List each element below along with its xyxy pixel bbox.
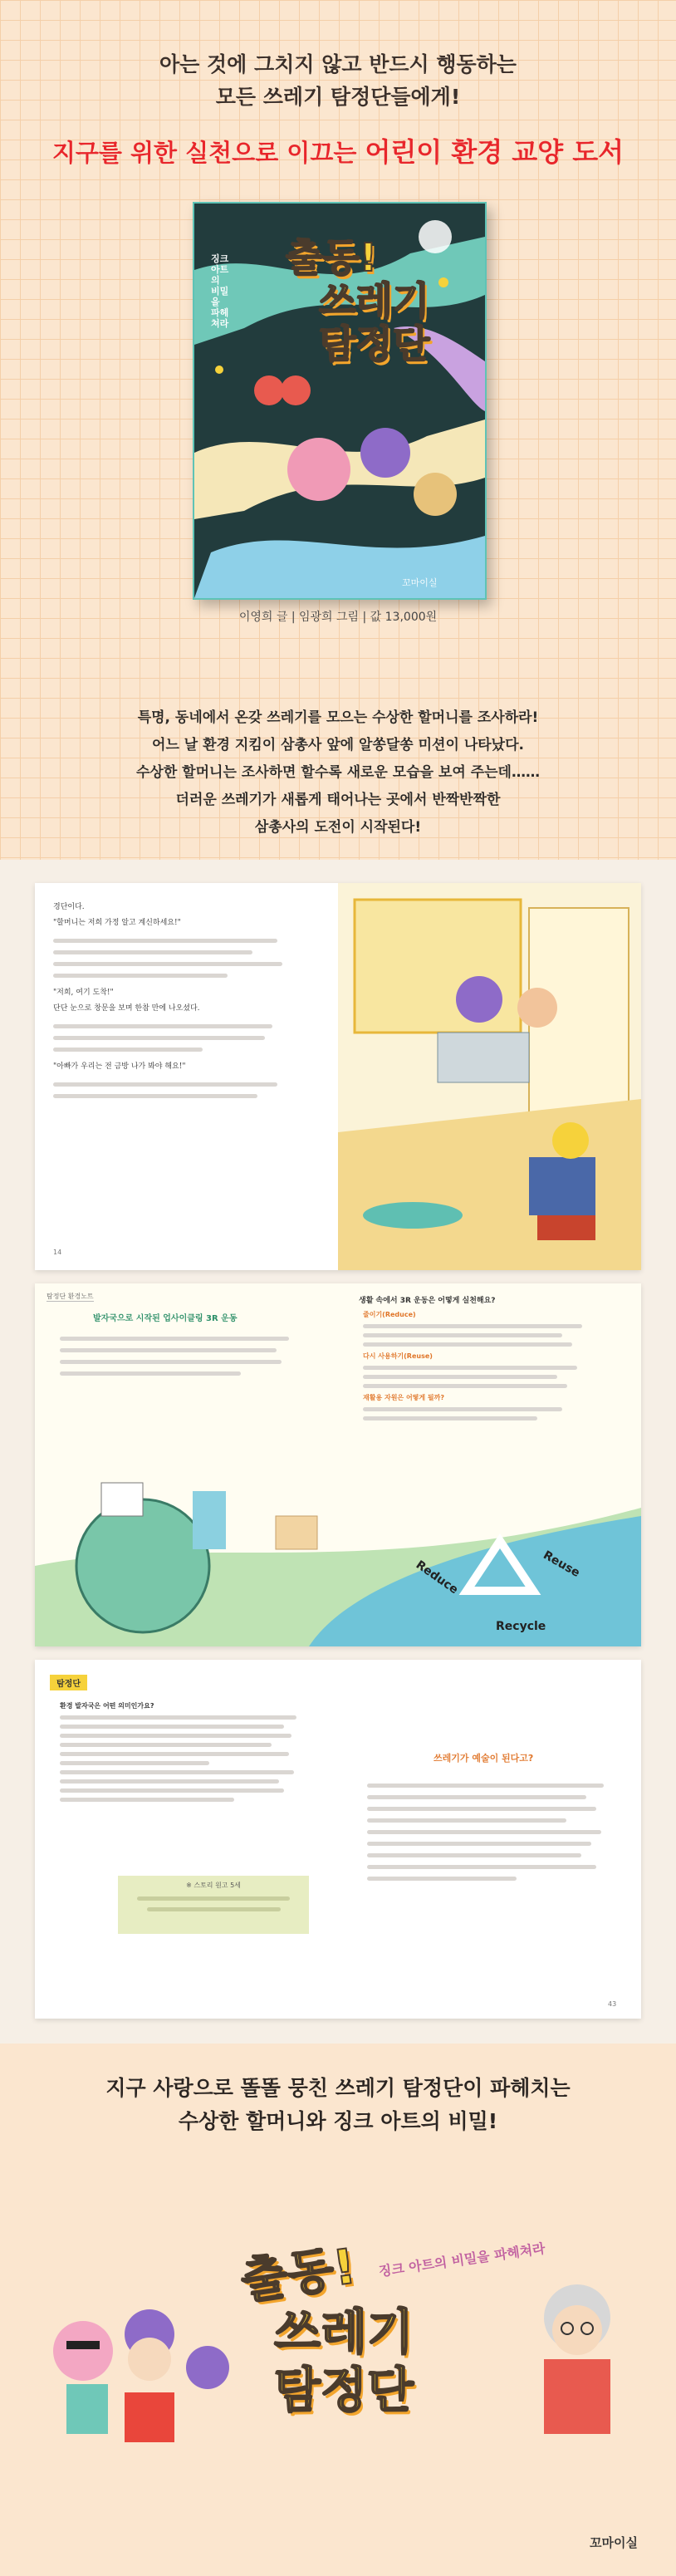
text-line-placeholder (367, 1853, 581, 1857)
text-line-placeholder (53, 962, 282, 966)
text-line-placeholder (60, 1715, 296, 1720)
text-line-placeholder (60, 1761, 209, 1765)
text-line-placeholder (367, 1784, 604, 1788)
text-line-placeholder (60, 1752, 289, 1756)
desc-line: 더러운 쓰레기가 새롭게 태어나는 곳에서 반짝반짝한 (175, 792, 501, 808)
publisher-logo: 꼬마이실 (590, 2535, 638, 2550)
spread1-line: "할머니는 저희 가정 알고 계신하세요!" (53, 919, 181, 927)
page-spread-3 (35, 1660, 641, 2019)
text-line-placeholder (60, 1770, 294, 1774)
text-line-placeholder (60, 1798, 234, 1802)
section-heading: 다시 사용하기(Reuse) (363, 1352, 433, 1360)
note-card-title: ※ 스토리 원고 5세 (186, 1882, 241, 1889)
spread1-text (53, 900, 302, 1106)
book-cover (193, 202, 487, 600)
text-line-placeholder (363, 1375, 557, 1379)
text-line-placeholder (53, 939, 277, 943)
text-line-placeholder (363, 1342, 572, 1347)
headline (0, 131, 676, 169)
spread1-line: "저희, 여기 도착!" (53, 989, 114, 997)
intro-line-1: 아는 것에 그치지 않고 반드시 행동하는 (159, 52, 517, 76)
text-line-placeholder (367, 1877, 517, 1881)
spread1-line: "아빠가 우리는 전 금방 나가 봐야 해요!" (53, 1062, 186, 1071)
desc-line: 어느 날 환경 지킴이 삼총사 앞에 알쏭달쏭 미션이 나타났다. (152, 737, 524, 753)
page-spread-1 (35, 883, 641, 1270)
bottom-title-3: 탐정단 (274, 2362, 414, 2418)
text-line-placeholder (53, 1082, 277, 1087)
headline-em: 어린이 환경 교양 도서 (365, 136, 625, 168)
cover-title-2: 쓰레기 (319, 278, 430, 323)
spread3-tag: 탐정단 (50, 1675, 87, 1690)
text-line-placeholder (363, 1333, 562, 1337)
page-number: 14 (53, 1249, 62, 1256)
spread1-line: 경단이다. (53, 903, 85, 911)
text-line-placeholder (367, 1830, 601, 1834)
section-heading: 재활용 자원은 어떻게 될까? (363, 1394, 445, 1401)
text-line-placeholder (60, 1348, 277, 1352)
closing-line-2: 수상한 할머니와 징크 아트의 비밀! (178, 2109, 498, 2133)
closing-line-1: 지구 사랑으로 똘똘 뭉친 쓰레기 탐정단이 파헤치는 (105, 2076, 571, 2100)
reuse-label: Reuse (541, 1548, 582, 1580)
text-line-placeholder (53, 1094, 257, 1098)
grandmother-illustration (511, 2280, 644, 2446)
text-line-placeholder (60, 1734, 291, 1738)
text-line-placeholder (60, 1788, 284, 1793)
book-description (0, 704, 676, 841)
text-line-placeholder (367, 1807, 596, 1811)
spread1-illustration (338, 883, 641, 1270)
text-line-placeholder (60, 1337, 289, 1341)
spread2-right-text (363, 1310, 612, 1425)
text-line-placeholder (363, 1324, 582, 1328)
text-line-placeholder (53, 950, 252, 954)
cover-subtitle: 징크 아트의 비밀을 파헤쳐라 (211, 253, 229, 329)
text-line-placeholder (53, 1024, 272, 1028)
spread3-right-text (367, 1776, 616, 1888)
note-card (118, 1876, 309, 1934)
text-line-placeholder (147, 1907, 281, 1911)
text-line-placeholder (53, 1048, 203, 1052)
text-line-placeholder (363, 1366, 577, 1370)
bottom-subtitle: 징크 아트의 비밀을 파헤쳐라 (377, 2240, 546, 2279)
cover-title-3: 탐정단 (319, 321, 430, 366)
text-line-placeholder (367, 1818, 566, 1823)
text-line-placeholder (363, 1416, 537, 1420)
text-line-placeholder (137, 1896, 290, 1901)
text-line-placeholder (60, 1360, 282, 1364)
spread2-left-text (60, 1329, 301, 1383)
book-credits: 이영희 글 | 임광희 그림 | 값 13,000원 (238, 611, 438, 624)
cover-publisher: 꼬마이실 (402, 577, 438, 588)
text-line-placeholder (53, 1036, 265, 1040)
bottom-title-2: 쓰레기 (274, 2304, 414, 2360)
page-spread-2 (35, 1283, 641, 1646)
text-line-placeholder (60, 1371, 241, 1376)
desc-line: 삼총사의 도전이 시작된다! (254, 819, 422, 836)
spread2-left-title: 발자국으로 시작된 업사이클링 3R 운동 (93, 1314, 238, 1323)
spread3-left-text (60, 1701, 309, 1807)
text-line-placeholder (367, 1865, 596, 1869)
spread3-left-heading: 환경 발자국은 어떤 의미인가요? (60, 1702, 154, 1710)
cover-title-1: 출동! (286, 235, 377, 280)
spread2-right-title: 생활 속에서 3R 운동은 어떻게 실천해요? (359, 1297, 496, 1305)
section-heading: 줄이기(Reduce) (363, 1311, 416, 1318)
spread1-line: 단단 눈으로 창문을 보며 한참 만에 나오셨다. (53, 1004, 200, 1013)
spread2-tag: 탐정단 환경노트 (47, 1293, 94, 1300)
headline-prefix: 지구를 위한 실천으로 이끄는 (51, 139, 365, 167)
recycling-illustration (35, 1441, 641, 1646)
recycle-label: Recycle (496, 1620, 546, 1633)
text-line-placeholder (60, 1725, 284, 1729)
reduce-label: Reduce (413, 1558, 461, 1597)
desc-line: 특명, 동네에서 온갖 쓰레기를 모으는 수상한 할머니를 조사하라! (137, 709, 539, 726)
intro-line-2: 모든 쓰레기 탐정단들에게! (215, 85, 461, 109)
desc-line: 수상한 할머니는 조사하면 할수록 새로운 모습을 보여 주는데…… (136, 764, 540, 781)
text-line-placeholder (363, 1407, 562, 1411)
text-line-placeholder (53, 974, 228, 978)
page-number: 43 (608, 2000, 617, 2008)
text-line-placeholder (60, 1743, 272, 1747)
trio-characters-illustration (33, 2276, 233, 2459)
text-line-placeholder (367, 1842, 591, 1846)
text-line-placeholder (60, 1779, 279, 1784)
bottom-title-1: 출동! (237, 2237, 360, 2310)
text-line-placeholder (363, 1384, 567, 1388)
spread3-question: 쓰레기가 예술이 된다고? (434, 1753, 534, 1764)
text-line-placeholder (367, 1795, 586, 1799)
